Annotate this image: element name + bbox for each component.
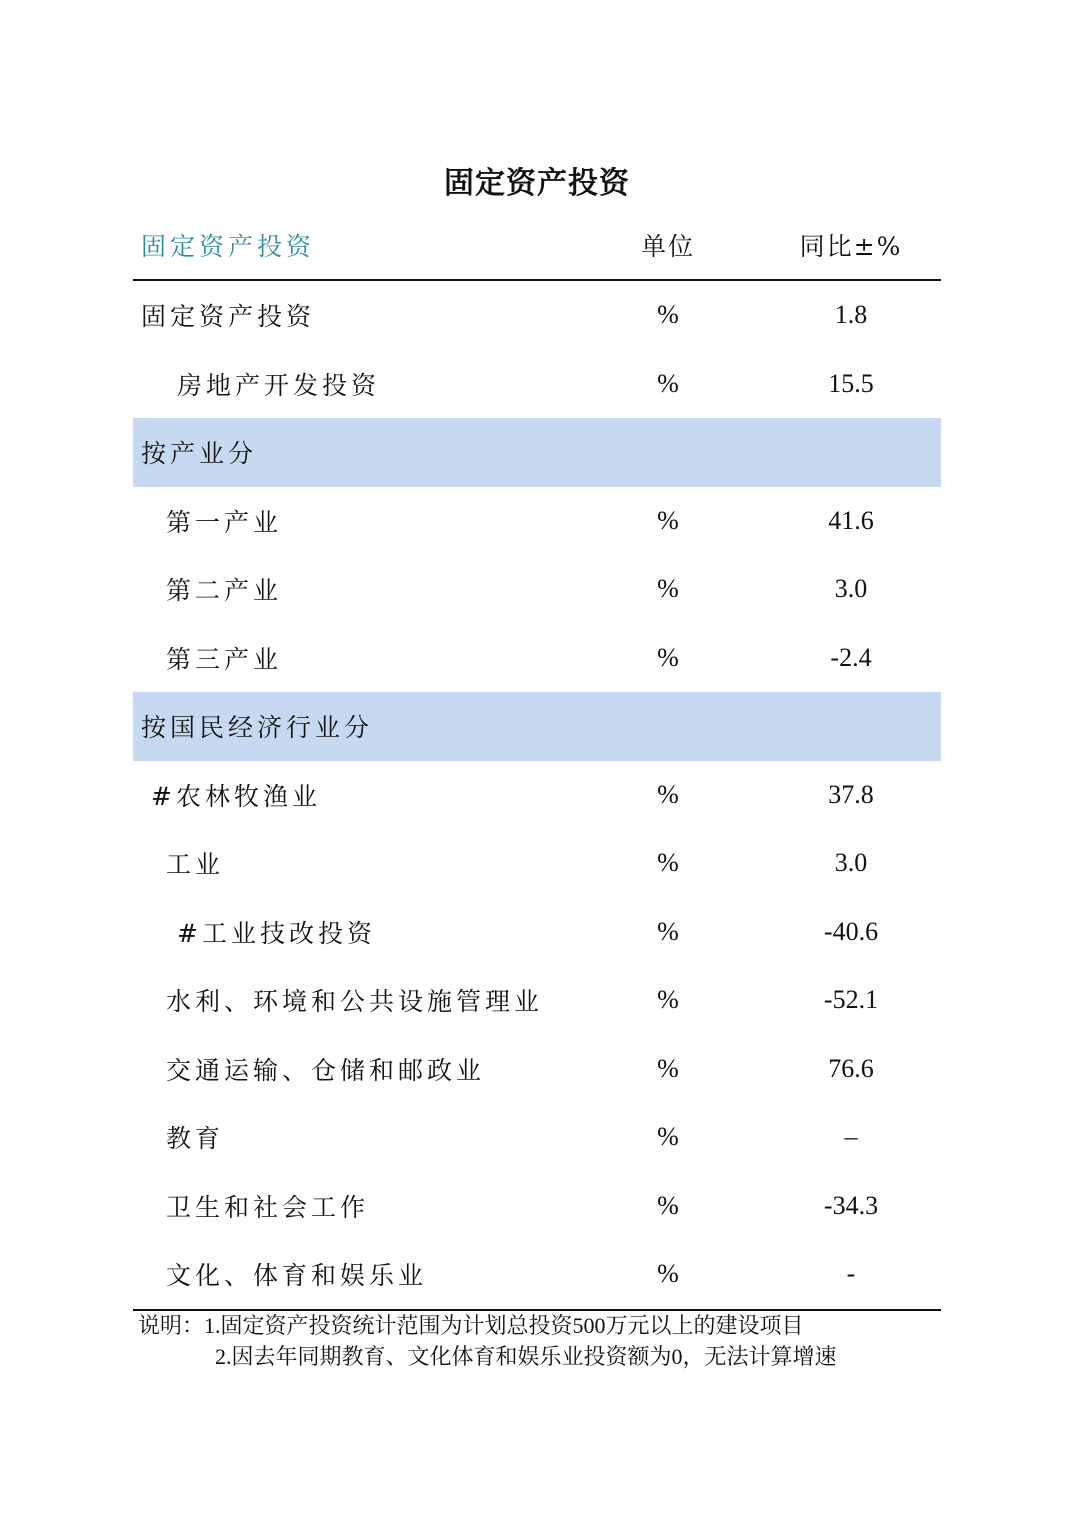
note-line-2: 2.因去年同期教育、文化体育和娱乐业投资额为0，无法计算增速 xyxy=(215,1344,837,1369)
table-row xyxy=(133,1103,941,1172)
row-unit: % xyxy=(657,848,679,878)
table-row xyxy=(133,1172,941,1241)
row-unit: % xyxy=(657,1122,679,1152)
section-row xyxy=(133,418,941,487)
row-unit: % xyxy=(657,642,679,672)
row-unit: % xyxy=(657,1053,679,1083)
row-item-label: 房地产开发投资 xyxy=(177,370,381,400)
table-row xyxy=(133,624,941,693)
row-unit: % xyxy=(657,916,679,946)
page-title: 固定资产投资 xyxy=(444,166,630,201)
row-item-label: 第一产业 xyxy=(166,507,283,537)
header-yoy: 同比±% xyxy=(799,231,903,261)
row-item-label: #农林牧渔业 xyxy=(151,781,321,811)
header-unit: 单位 xyxy=(640,231,695,261)
row-unit: % xyxy=(657,505,679,535)
row-yoy-value xyxy=(761,418,941,487)
row-yoy-value: -40.6 xyxy=(823,916,879,946)
row-item-label: 按国民经济行业分 xyxy=(141,713,374,743)
row-unit: % xyxy=(657,368,679,398)
row-unit: % xyxy=(657,574,679,604)
row-item-label: 水利、环境和公共设施管理业 xyxy=(166,987,544,1017)
table-row xyxy=(133,829,941,898)
row-unit: % xyxy=(657,779,679,809)
table-row xyxy=(133,350,941,419)
row-item-label: 卫生和社会工作 xyxy=(166,1192,370,1222)
notes xyxy=(138,1310,837,1372)
row-unit xyxy=(608,418,728,487)
table-row xyxy=(133,555,941,624)
table-row xyxy=(133,761,941,830)
row-item-label: 固定资产投资 xyxy=(141,302,316,332)
row-yoy-value: - xyxy=(846,1259,856,1289)
row-unit: % xyxy=(657,300,679,330)
row-unit: % xyxy=(657,1259,679,1289)
row-yoy-value: 37.8 xyxy=(828,779,874,809)
table-header xyxy=(133,210,941,281)
table-row xyxy=(133,966,941,1035)
row-yoy-value: -2.4 xyxy=(830,642,872,672)
row-yoy-value: 41.6 xyxy=(828,505,874,535)
row-item-label: 工业 xyxy=(166,850,225,880)
row-item-label: 文化、体育和娱乐业 xyxy=(166,1261,428,1291)
row-unit xyxy=(608,692,728,761)
row-yoy-value: 15.5 xyxy=(828,368,874,398)
row-item-label: 按产业分 xyxy=(141,439,258,469)
investment-table xyxy=(133,210,941,1311)
row-yoy-value: -52.1 xyxy=(823,985,879,1015)
row-item-label: 教育 xyxy=(166,1124,225,1154)
row-unit: % xyxy=(657,1190,679,1220)
row-yoy-value: -34.3 xyxy=(823,1190,879,1220)
row-yoy-value: 3.0 xyxy=(834,574,868,604)
row-unit: % xyxy=(657,985,679,1015)
row-yoy-value xyxy=(761,692,941,761)
table-row xyxy=(133,1035,941,1104)
table-row xyxy=(133,487,941,556)
note-line-1: 说明：1.固定资产投资统计范围为计划总投资500万元以上的建设项目 xyxy=(138,1313,804,1338)
row-yoy-value: – xyxy=(844,1122,858,1152)
row-item-label: 第二产业 xyxy=(166,576,283,606)
table-row xyxy=(133,1240,941,1309)
header-item: 固定资产投资 xyxy=(141,231,316,261)
section-row xyxy=(133,692,941,761)
table-body xyxy=(133,281,941,1309)
row-item-label: 交通运输、仓储和邮政业 xyxy=(166,1055,486,1085)
row-item-label: #工业技改投资 xyxy=(177,918,376,948)
table-row xyxy=(133,898,941,967)
row-item-label: 第三产业 xyxy=(166,644,283,674)
row-yoy-value: 76.6 xyxy=(828,1053,874,1083)
row-yoy-value: 3.0 xyxy=(834,848,868,878)
table-row xyxy=(133,281,941,350)
row-yoy-value: 1.8 xyxy=(834,300,868,330)
